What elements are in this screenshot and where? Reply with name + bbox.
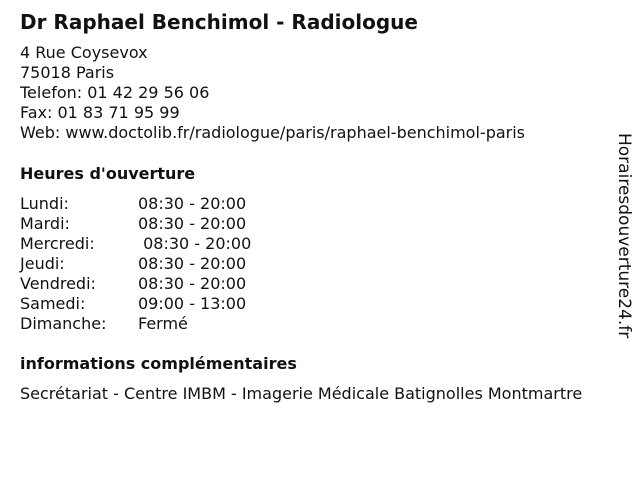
contact-details [20, 43, 525, 143]
additional-info-heading: informations complémentaires [20, 354, 297, 373]
day-label: Mercredi: [20, 234, 95, 253]
day-hours: Fermé [138, 314, 188, 333]
street-address: 4 Rue Coysevox [20, 43, 148, 62]
website-link[interactable]: Web: www.doctolib.fr/radiologue/paris/raphael-benchimol-paris [20, 123, 526, 142]
hours-row-monday [20, 194, 251, 214]
day-hours: 08:30 - 20:00 [138, 214, 247, 233]
day-label: Dimanche: [20, 314, 107, 333]
day-label: Lundi: [20, 194, 69, 213]
additional-info-text: Secrétariat - Centre IMBM - Imagerie Médicale Batignolles Montmartre [20, 384, 583, 403]
hours-row-wednesday [20, 234, 251, 254]
day-hours: 08:30 - 20:00 [138, 234, 252, 253]
day-hours: 08:30 - 20:00 [138, 194, 247, 213]
opening-hours-heading: Heures d'ouverture [20, 164, 196, 183]
day-hours: 08:30 - 20:00 [138, 274, 247, 293]
city-postcode: 75018 Paris [20, 63, 115, 82]
hours-row-tuesday [20, 214, 251, 234]
day-label: Samedi: [20, 294, 86, 313]
watermark-text: Horairesdouverture24.fr [614, 133, 634, 339]
hours-row-sunday [20, 314, 251, 334]
hours-row-friday [20, 274, 251, 294]
page-title: Dr Raphael Benchimol - Radiologue [20, 10, 418, 34]
day-label: Vendredi: [20, 274, 96, 293]
phone-number: Telefon: 01 42 29 56 06 [20, 83, 210, 102]
hours-row-saturday [20, 294, 251, 314]
day-label: Mardi: [20, 214, 70, 233]
fax-number: Fax: 01 83 71 95 99 [20, 103, 180, 122]
day-hours: 08:30 - 20:00 [138, 254, 247, 273]
opening-hours-list [20, 194, 251, 334]
day-hours: 09:00 - 13:00 [138, 294, 247, 313]
site-watermark [612, 133, 636, 345]
hours-row-thursday [20, 254, 251, 274]
day-label: Jeudi: [20, 254, 65, 273]
